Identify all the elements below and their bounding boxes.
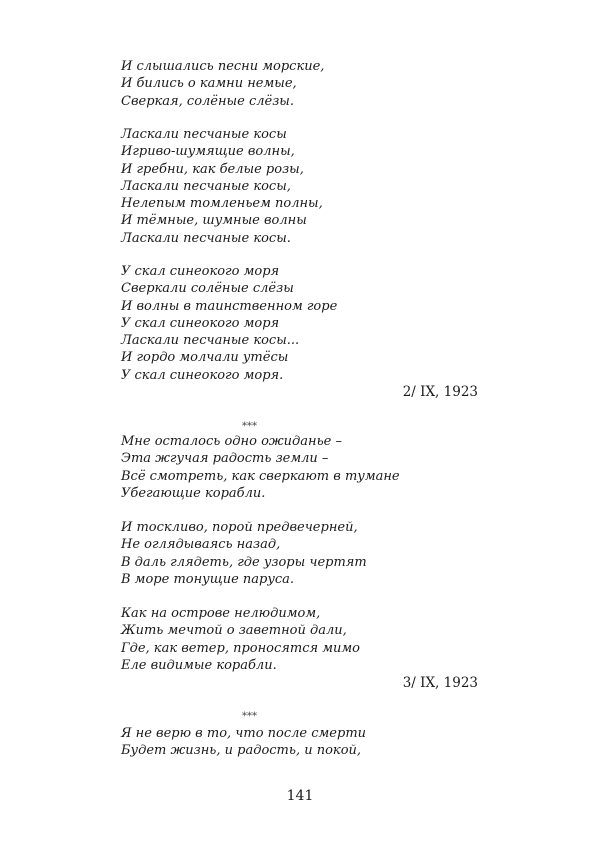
verse-line: Ласкали песчаные косы... — [121, 333, 300, 349]
verse-line: Ласкали песчаные косы — [121, 127, 287, 142]
stanza — [121, 725, 366, 760]
verse-line: Нелепым томленьем полны, — [121, 196, 323, 212]
stanza — [121, 433, 400, 502]
verse-line: В море тонущие паруса. — [121, 571, 295, 587]
verse-line: И бились о камни немые, — [121, 76, 297, 92]
verse-line: Убегающие корабли. — [121, 485, 266, 501]
verse-line: У скал синеокого моря. — [121, 367, 284, 383]
verse-line: У скал синеокого моря — [121, 264, 280, 279]
stanza — [121, 126, 323, 247]
verse-line: Жить мечтой о заветной дали, — [121, 623, 347, 639]
verse-line: И тёмные, шумные волны — [121, 213, 307, 229]
verse-line: И волны в таинственном горе — [121, 298, 338, 314]
poem-date: 2/ IX, 1923 — [402, 384, 478, 400]
verse-line: В даль глядеть, где узоры чертят — [121, 554, 367, 570]
verse-line: Ласкали песчаные косы. — [121, 230, 291, 246]
verse-line: Всё смотреть, как сверкают в тумане — [121, 468, 400, 484]
stanza — [121, 519, 367, 588]
stanza — [121, 605, 360, 674]
verse-line: И гребни, как белые розы, — [121, 161, 304, 177]
verse-line: И слышались песни морские, — [121, 59, 325, 74]
verse-line: У скал синеокого моря — [121, 315, 280, 331]
verse-line: Не оглядываясь назад, — [121, 537, 281, 553]
verse-line: Будет жизнь, и радость, и покой, — [121, 743, 362, 759]
verse-line: Как на острове нелюдимом, — [121, 606, 321, 621]
section-separator: *** — [242, 421, 257, 432]
verse-line: Сверкали солёные слёзы — [121, 281, 294, 297]
stanza — [121, 263, 337, 384]
verse-line: Ласкали песчаные косы, — [121, 178, 291, 194]
verse-line: Сверкая, солёные слёзы. — [121, 93, 295, 109]
verse-line: И гордо молчали утёсы — [121, 350, 289, 366]
section-separator: *** — [242, 711, 257, 722]
verse-line: Эта жгучая радость земли – — [121, 451, 329, 467]
verse-line: Я не верю в то, что после смерти — [121, 726, 367, 741]
stanza — [121, 58, 324, 110]
verse-line: Еле видимые корабли. — [121, 657, 277, 673]
verse-line: Мне осталось одно ожиданье – — [121, 434, 342, 449]
verse-line: Где, как ветер, проносятся мимо — [121, 640, 360, 656]
verse-line: Игриво-шумящие волны, — [121, 144, 295, 160]
poem-date: 3/ IX, 1923 — [402, 675, 478, 691]
page-number: 141 — [286, 788, 314, 804]
verse-line: И тоскливо, порой предвечерней, — [121, 520, 358, 535]
